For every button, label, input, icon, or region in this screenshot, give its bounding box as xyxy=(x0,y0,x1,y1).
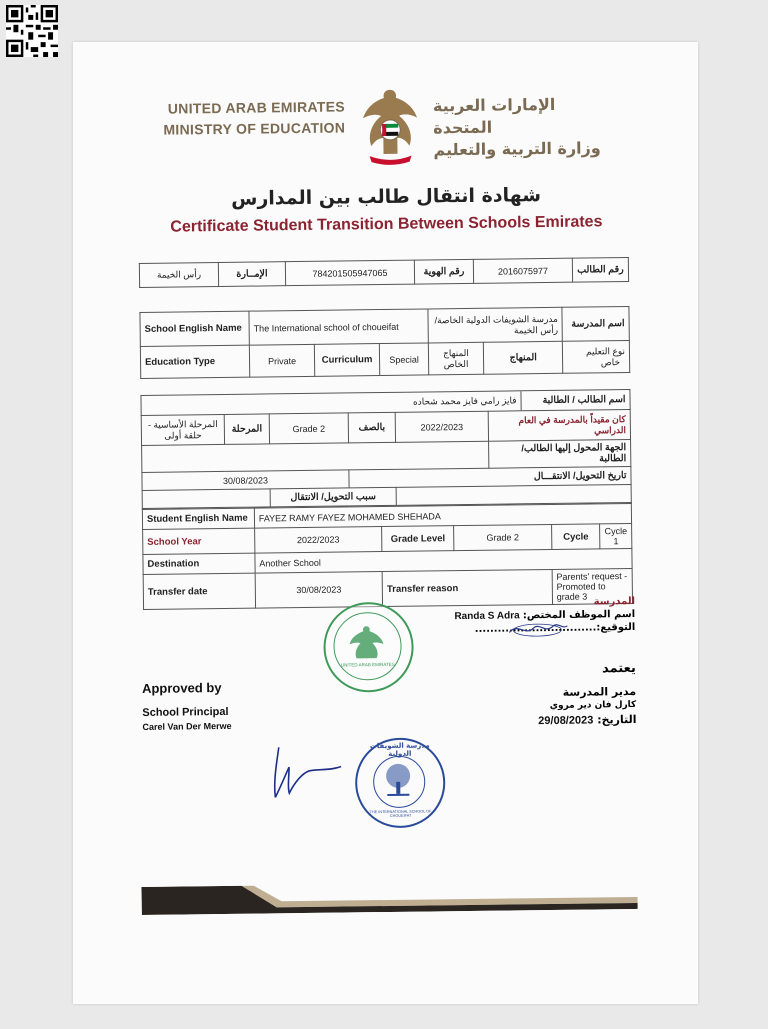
school-label: المدرسة xyxy=(593,595,636,608)
title-ar: شهادة انتقال طالب بين المدارس xyxy=(231,184,542,210)
school-seal-ar-text: مدرسة الشويفات الدولية xyxy=(369,741,430,758)
uae-emblem-icon xyxy=(357,83,424,168)
ar-principal-name: كارل فان دير مروي xyxy=(549,699,637,711)
curriculum-ar-value: المنهاج الخاص xyxy=(428,342,483,375)
year-value: 2022/2023 xyxy=(395,411,488,442)
destination-label: Destination xyxy=(143,553,255,574)
edu-type-value: Private xyxy=(249,344,314,377)
grade-label: بالصف xyxy=(348,412,395,443)
school-principal: School Principal xyxy=(142,705,229,719)
student-no-label: رقم الطالب xyxy=(572,257,628,282)
id-label: رقم الهوية xyxy=(414,259,473,284)
cycle-value: Cycle 1 xyxy=(600,523,632,548)
destination-value: Another School xyxy=(255,548,632,573)
staff-label: اسم الموظف المختص: xyxy=(522,608,636,622)
edu-type-ar-row xyxy=(563,340,630,373)
staff-name: Randa S Adra xyxy=(454,610,520,623)
footer-decoration xyxy=(141,881,637,915)
transfer-date-ar-label: تاريخ التحويل/ الانتقـــال xyxy=(349,466,631,487)
emirate-value: رأس الخيمة xyxy=(139,263,218,288)
transfer-reason-value: Parents' request - Promoted to grade 3 xyxy=(552,568,633,604)
school-info-table xyxy=(139,306,630,379)
reason-ar-label: سبب التحويل/ الانتقال xyxy=(270,487,396,507)
edu-type-ar-value: خاص xyxy=(600,356,621,367)
stage-label: المرحلة xyxy=(224,414,269,445)
enrolled-label: كان مقيداً بالمدرسة في العام الدراسي xyxy=(488,409,630,441)
school-year-label: School Year xyxy=(143,528,255,554)
ministry-seal-icon xyxy=(323,602,414,693)
reason-ar-value xyxy=(142,489,270,509)
ar-date-label: التاريخ: xyxy=(597,712,637,727)
ar-approve: يعتمد xyxy=(601,660,636,677)
principal-signature-icon xyxy=(265,740,346,803)
transfer-date-label: Transfer date xyxy=(143,573,255,609)
school-ar-value: مدرسة الشويفات الدولية الخاصة/رأس الخيمة xyxy=(428,307,563,343)
destination-ar-label: الجهة المحول إليها الطالب/ الطالبة xyxy=(489,439,631,468)
student-transfer-ar-table xyxy=(140,389,631,509)
emirate-label: الإمــارة xyxy=(218,262,285,287)
ministry-seal-text: UNITED ARAB EMIRATES xyxy=(340,661,395,668)
principal-name: Carel Van Der Merwe xyxy=(142,720,232,732)
school-en-label: School English Name xyxy=(140,311,249,346)
approved-by: Approved by xyxy=(141,679,222,696)
transfer-reason-label: Transfer reason xyxy=(382,569,552,606)
student-en-value: FAYEZ RAMY FAYEZ MOHAMED SHEHADA xyxy=(254,503,631,528)
ar-principal: مدير المدرسة xyxy=(562,684,637,699)
stage-value: المرحلة الأساسية - حلقة أولى xyxy=(141,414,224,445)
ministry-ar-line2: وزارة التربية والتعليم xyxy=(433,138,601,160)
edu-type-label: Education Type xyxy=(140,345,249,378)
grade-level-value: Grade 2 xyxy=(454,524,552,550)
ministry-name-en xyxy=(145,96,345,140)
school-seal-icon xyxy=(355,737,446,828)
title-en: Certificate Student Transition Between Schools Emirates xyxy=(170,213,603,236)
grade-value: Grade 2 xyxy=(269,413,348,444)
curriculum-value: Special xyxy=(379,343,428,376)
student-no-value: 2016075977 xyxy=(473,258,572,283)
ministry-en-line1: UNITED ARAB EMIRATES xyxy=(167,98,346,117)
student-name-value: فايز رامي فايز محمد شحاده xyxy=(141,391,521,416)
ministry-en-line2: MINISTRY OF EDUCATION xyxy=(163,119,346,138)
grade-level-label: Grade Level xyxy=(382,526,454,552)
staff-signature-icon xyxy=(507,616,569,641)
school-seal-en-text: THE INTERNATIONAL SCHOOL OF CHOUEIFAT xyxy=(369,809,432,818)
approval-date-row xyxy=(472,713,636,728)
school-year-value: 2022/2023 xyxy=(254,527,382,554)
reason-ar-spacer xyxy=(396,484,631,505)
school-en-value: The International school of choueifat xyxy=(249,309,428,345)
curriculum-label: Curriculum xyxy=(314,344,379,377)
school-ar-label: اسم المدرسة xyxy=(562,306,629,341)
transfer-date-ar-value: 30/08/2023 xyxy=(142,470,349,491)
ministry-name-ar xyxy=(433,93,609,161)
student-id-table xyxy=(139,257,629,288)
destination-ar-value xyxy=(142,441,489,472)
student-transfer-en-table xyxy=(142,503,636,610)
ministry-ar-line1: الإمارات العربية المتحدة xyxy=(432,94,556,138)
signature-label: التوقيع:................................ xyxy=(474,621,636,635)
student-name-label: اسم الطالب / الطالبة xyxy=(521,389,630,410)
curriculum-ar-label: المنهاج xyxy=(483,341,563,374)
id-value: 784201505947065 xyxy=(285,260,414,286)
approval-date-value: 29/08/2023 xyxy=(538,714,594,728)
edu-type-ar-label: نوع التعليم xyxy=(585,345,626,357)
cycle-label: Cycle xyxy=(551,524,600,550)
transfer-date-value: 30/08/2023 xyxy=(255,572,383,609)
student-en-label: Student English Name xyxy=(142,508,254,529)
